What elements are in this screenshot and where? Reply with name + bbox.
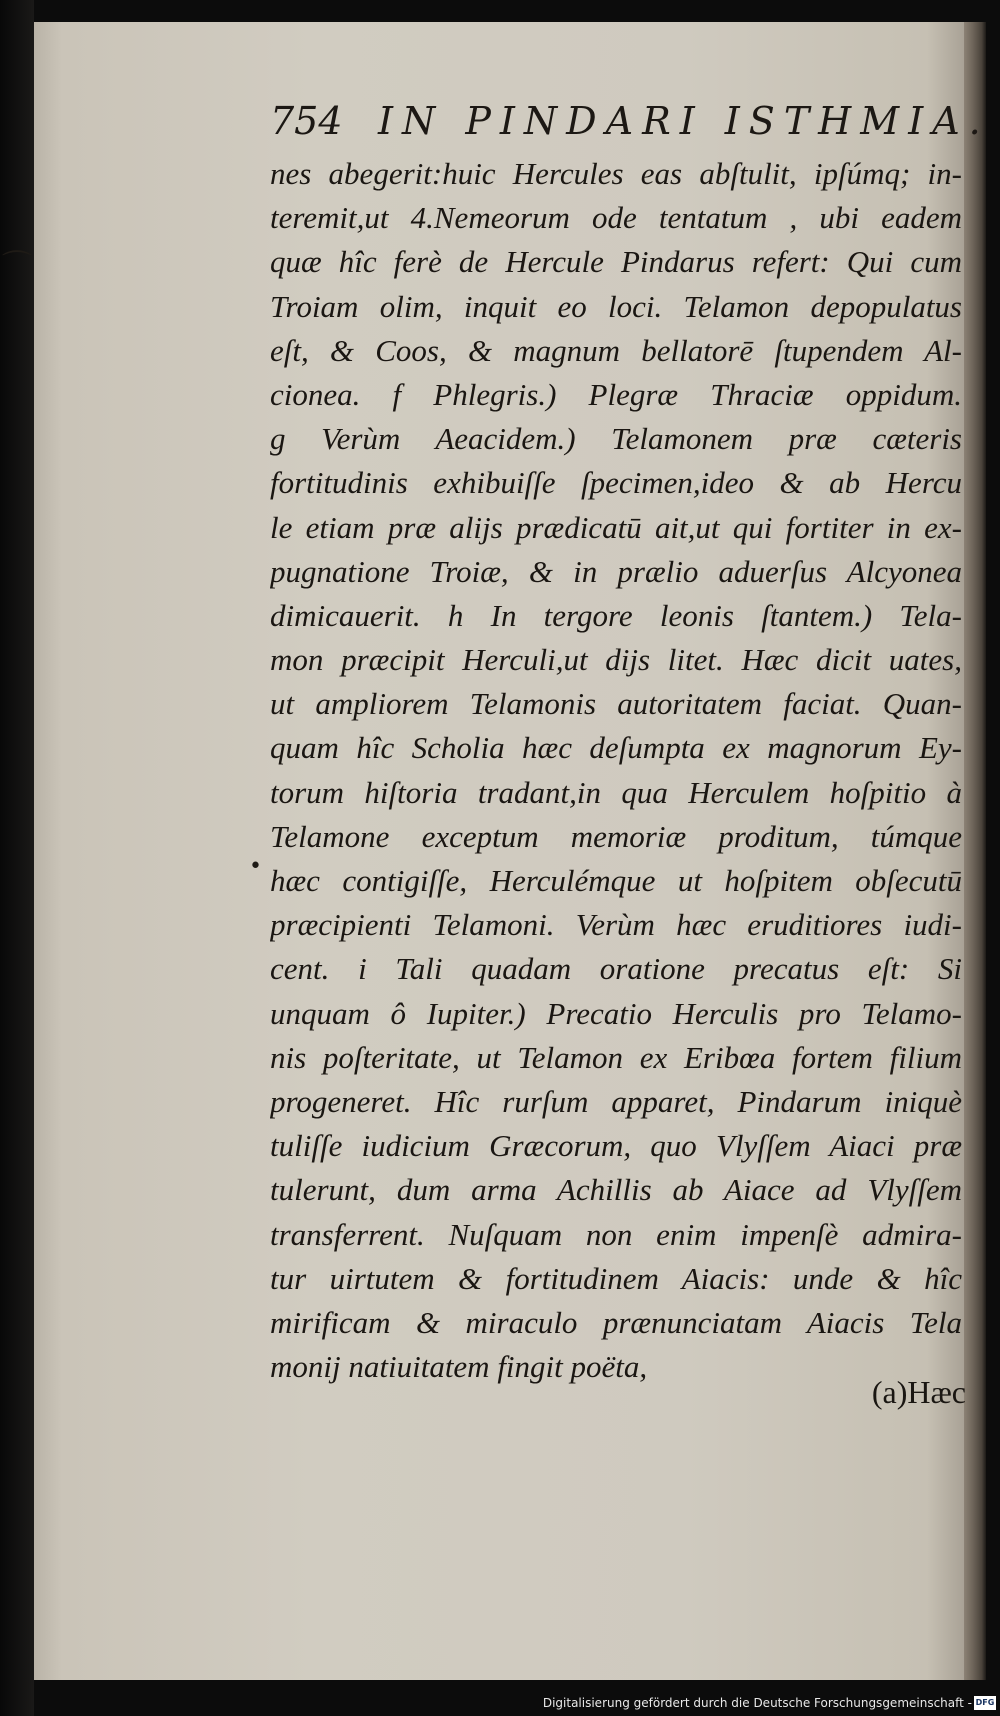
text-line: fortitudinis exhibuiſſe ſpecimen,ideo & ab Hercu — [270, 465, 962, 501]
text-line: dimicauerit. h In tergore leonis ſtantem.) Tela- — [270, 597, 962, 633]
text-line: cionea. f Phlegris.) Plegræ Thraciæ oppidum. — [270, 376, 962, 412]
text-line: Troiam olim, inquit eo loci. Telamon depopulatus — [270, 288, 962, 324]
book-fore-edge — [964, 22, 986, 1680]
margin-dot-mark: • — [249, 854, 262, 879]
text-line: Telamone exceptum memoriæ proditum, túmque — [270, 818, 962, 854]
text-line: le etiam præ alijs prædicatū ait,ut qui fortiter in ex- — [270, 509, 962, 545]
text-line: nis poſteritate, ut Telamon ex Eribœa fortem filium — [270, 1039, 962, 1075]
text-line: torum hiſtoria tradant,in qua Herculem hoſpitio à — [270, 774, 962, 810]
text-line: ut ampliorem Telamonis autoritatem faciat. Quan- — [270, 686, 962, 722]
page-header — [270, 96, 990, 146]
text-line: nes abegerit:huic Hercules eas abſtulit, ipſúmq; in- — [270, 156, 962, 191]
text-line: mon præcipit Herculi,ut dijs litet. Hæc dicit uates, — [270, 642, 962, 678]
text-line: eſt, & Coos, & magnum bellatorē ſtupendem Al- — [270, 332, 962, 368]
text-line: progeneret. Hîc rurſum apparet, Pindarum iniquè — [270, 1083, 962, 1119]
digitization-credit: Digitalisierung gefördert durch die Deutsche Forschungsgemeinschaft - — [542, 1696, 972, 1710]
text-line: hæc contigiſſe, Herculémque ut hoſpitem obſecutū — [270, 863, 962, 898]
text-line: g Verùm Aeacidem.) Telamonem præ cæteris — [270, 421, 962, 457]
text-line: teremit,ut 4.Nemeorum ode tentatum , ubi eadem — [270, 200, 962, 236]
text-line: quam hîc Scholia hæc deſumpta ex magnorum Ey- — [270, 730, 962, 766]
dfg-logo: DFG — [974, 1696, 996, 1710]
text-line: præcipienti Telamoni. Verùm hæc eruditiores iudi- — [270, 907, 962, 943]
body-text — [270, 152, 962, 1389]
text-line: transferrent. Nuſquam non enim impenſè admira- — [270, 1216, 962, 1252]
text-line: cent. i Tali quadam oratione precatus eſt: Si — [270, 951, 962, 987]
running-title: IN PINDARI ISTHMIA. — [378, 99, 990, 143]
text-line: tur uirtutem & fortitudinem Aiacis: unde & hîc — [270, 1260, 962, 1296]
text-line: monij natiuitatem fingit poëta, — [270, 1349, 648, 1385]
text-line: mirificam & miraculo prænunciatam Aiacis Tela — [270, 1304, 962, 1340]
text-line: pugnatione Troiæ, & in prælio aduerſus Alcyonea — [270, 553, 962, 589]
text-line: quæ hîc ferè de Hercule Pindarus refert: Qui cum — [270, 244, 962, 280]
text-line: unquam ô Iupiter.) Precatio Herculis pro Telamo- — [270, 995, 962, 1031]
catchword: (a)Hæc — [871, 1374, 966, 1410]
page-number: 754 — [270, 99, 343, 143]
left-margin-mark: ⌒ — [2, 249, 32, 284]
text-line: tulerunt, dum arma Achillis ab Aiace ad Vlyſſem — [270, 1172, 962, 1208]
text-line: tuliſſe iudicium Græcorum, quo Vlyſſem Aiaci præ — [270, 1128, 962, 1164]
